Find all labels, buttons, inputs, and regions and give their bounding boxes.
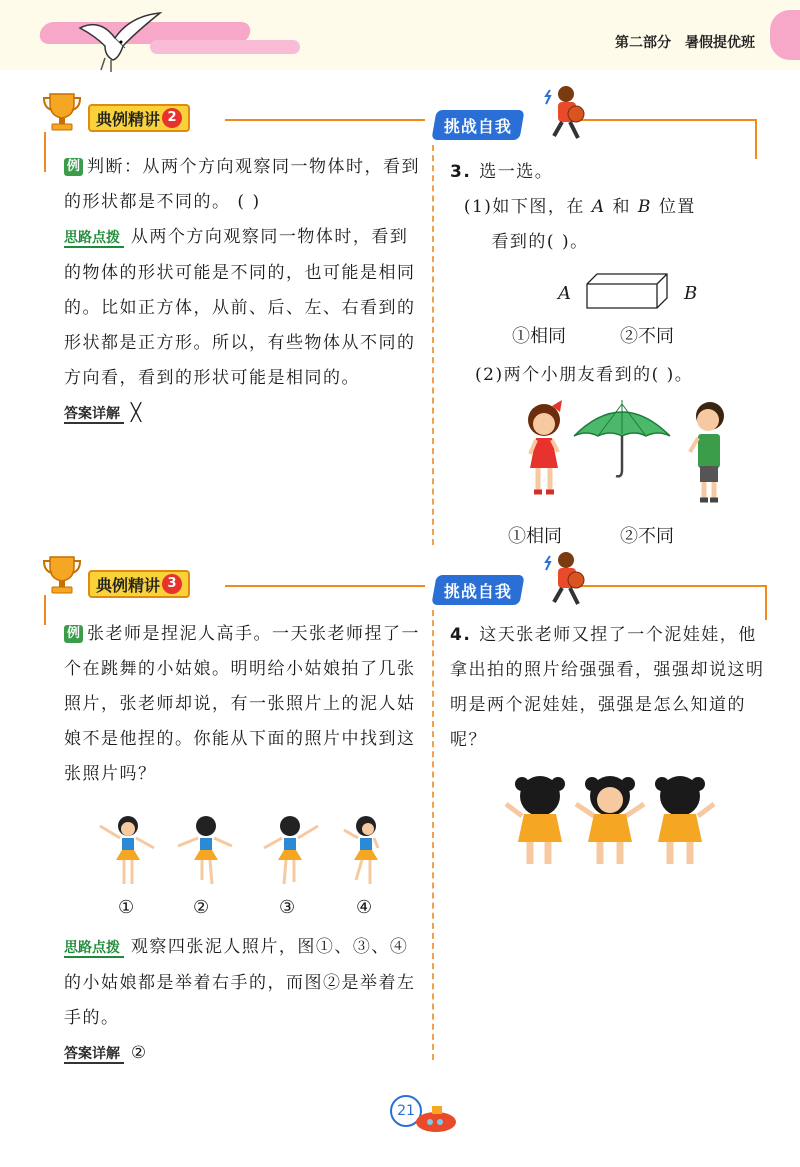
label-a: A [558,283,571,304]
challenge-tag-label: 挑战自我 [444,116,513,136]
example2-question: 判断：从两个方向观察同一物体时，看到的形状都是不同的。 [64,157,421,212]
example3-question: 张老师是捏泥人高手。一天张老师捏了一个在跳舞的小姑娘。明明给小姑娘拍了几张照片，张老师却说，有一张照片上的泥人姑娘不是他捏的。你能从下面的照片中找到这张照片吗？ [64,624,421,784]
option-same: ①相同 [512,326,566,347]
section-label: 暑假提优班 [685,35,755,51]
girl-figure [522,398,572,502]
divider [225,585,425,587]
dancer-photos [98,812,398,890]
answer-blank: ( ) [237,192,261,212]
answer-tag: 答案详解 [64,1046,124,1064]
example3-block [64,617,424,792]
option-different: ②不同 [620,326,674,347]
cuboid-figure [585,272,670,310]
header-title [601,32,755,52]
boy-figure [686,398,732,508]
divider [755,119,757,159]
submarine-icon [410,1100,458,1134]
seagull-icon [75,8,165,78]
q3-1-line2: 看到的( )。 [491,232,589,252]
example2-answer: ╳ [130,403,143,423]
q3-1-mid: 和 [612,197,631,217]
divider [765,585,767,620]
divider [44,132,46,172]
example-label: 例 [64,625,83,643]
trophy-icon [40,90,84,132]
question-number: 3. [450,162,472,182]
option-different: ②不同 [620,526,674,547]
dancer-3 [264,816,318,884]
q3-1-text: (1)如下图，在 [463,197,585,217]
boy-running-icon [540,84,592,142]
challenge-tag-label: 挑战自我 [444,581,513,601]
example-tag [88,104,190,132]
example2-block [64,150,424,432]
option-same: ①相同 [508,526,562,547]
example-tag-label: 典例精讲 [96,575,161,595]
example-number: 2 [162,108,182,128]
hint-tag: 思路点拨 [64,230,124,248]
q3-2-text: (2)两个小朋友看到的( )。 [475,365,694,385]
clay-doll-photos [500,770,720,870]
divider [225,119,425,121]
example-tag [88,570,190,598]
q4-block [450,618,770,758]
q3-text: 选一选。 [479,162,554,182]
q4-text: 这天张老师又捏了一个泥娃娃，他拿出拍的照片给强强看，强强却说这明明是两个泥娃娃，强强是怎么知道的呢？ [450,625,765,750]
dancer-1 [100,816,154,884]
decor-strip [150,40,300,54]
challenge-tag [431,110,524,140]
hint-tag: 思路点拨 [64,940,124,958]
question-number: 4. [450,625,472,645]
dancer-2 [178,816,232,884]
label-b: B [684,283,698,304]
challenge-tag [431,575,524,605]
divider [44,595,46,625]
q3-1-end: 位置 [658,197,696,217]
example-number: 3 [162,574,182,594]
dancer-4 [344,816,378,884]
column-divider [432,145,434,545]
doll-3 [655,776,714,864]
figure-label: ③ [279,897,296,918]
decor-corner [770,10,800,60]
example-label: 例 [64,158,83,176]
q3-block [450,155,770,260]
figure-label: ① [118,897,135,918]
doll-1 [506,776,565,864]
example3-solution [64,930,424,1072]
trophy-icon [40,553,84,595]
part-label: 第二部分 [615,35,671,51]
example-tag-label: 典例精讲 [96,109,161,129]
column-divider [432,610,434,1060]
example3-answer: ② [130,1043,148,1063]
figure-label: ② [193,897,210,918]
umbrella-figure [572,400,672,480]
answer-tag: 答案详解 [64,406,124,424]
q3-1-a: A [591,197,606,217]
doll-2 [576,776,644,864]
figure-label: ④ [356,897,373,918]
boy-running-icon [540,550,592,608]
example3-hint: 观察四张泥人照片，图①、③、④的小姑娘都是举着右手的，而图②是举着左手的。 [64,937,416,1028]
example2-hint: 从两个方向观察同一物体时，看到的物体的形状可能是不同的，也可能是相同的。比如正方体，从前、后、左、右看到的形状都是正方形。所以，有些物体从不同的方向看，看到的形状可能是相同的。 [64,227,416,388]
q3-1-b: B [637,197,652,217]
page-number: 21 [390,1095,422,1127]
